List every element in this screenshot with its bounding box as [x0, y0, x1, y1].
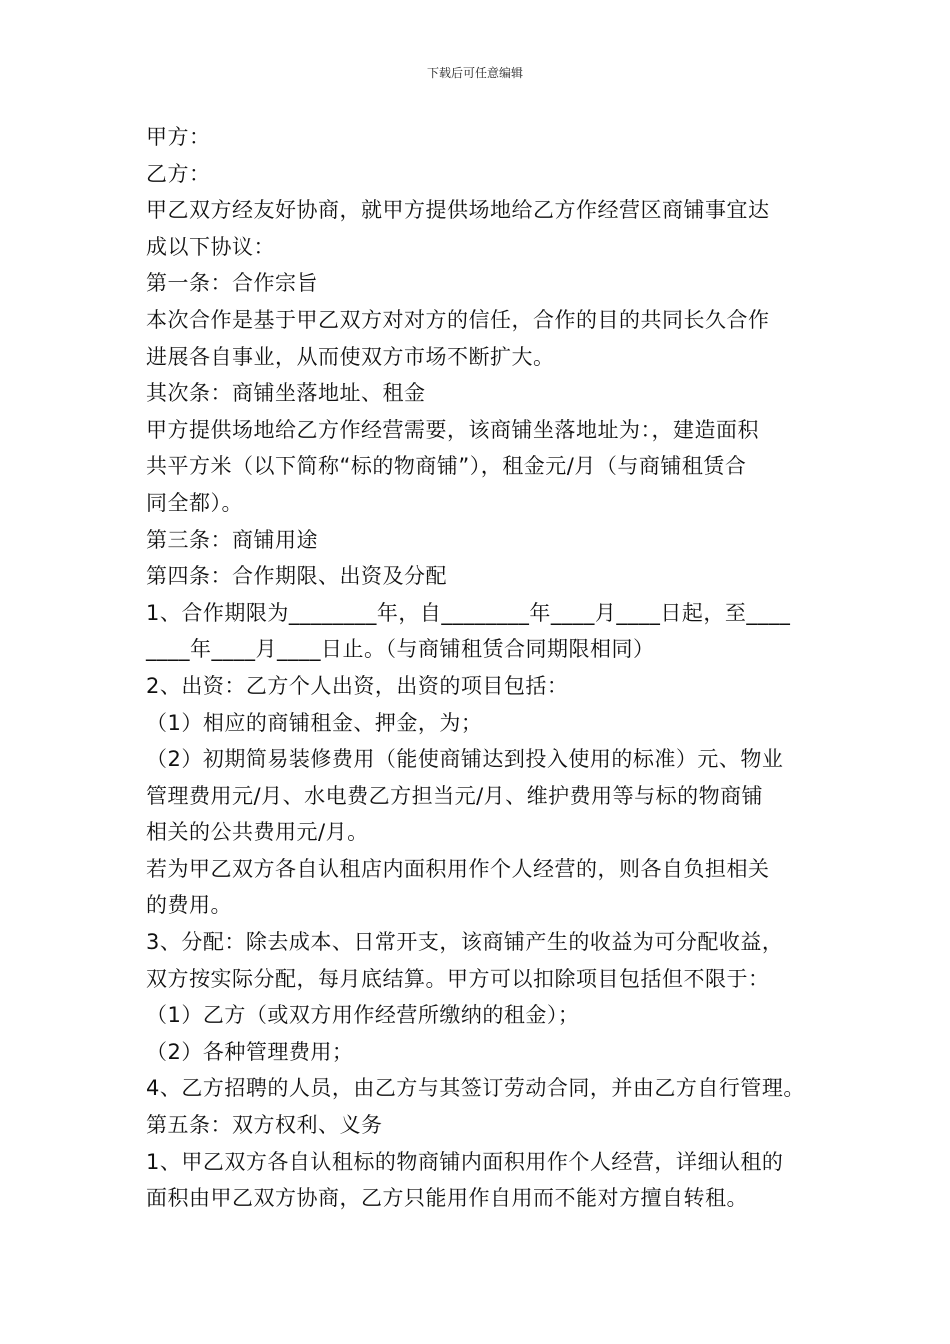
- investment-item-line: 相关的公共费用元/月。: [146, 820, 369, 845]
- article-1-heading: 第一条：合作宗旨: [146, 271, 318, 296]
- investment-item-line: （1）相应的商铺租金、押金，为；: [146, 710, 483, 735]
- rights-clause-line: 1、甲乙双方各自认租标的物商铺内面积用作个人经营，详细认租的: [146, 1149, 784, 1174]
- intro-paragraph-line: 甲乙双方经友好协商，就甲方提供场地给乙方作经营区商铺事宜达: [146, 198, 770, 223]
- page-header: 下载后可任意编辑: [426, 66, 523, 80]
- rights-clause-line: 面积由甲乙双方协商，乙方只能用作自用而不能对方擅自转租。: [146, 1186, 748, 1211]
- document-body: [146, 119, 818, 1217]
- investment-clause-line: 2、出资：乙方个人出资，出资的项目包括：: [146, 673, 569, 698]
- article-2-heading: 其次条：商铺坐落地址、租金: [146, 381, 426, 406]
- article-1-paragraph-line: 本次合作是基于甲乙双方对对方的信任，合作的目的共同长久合作: [146, 307, 770, 332]
- deduction-item-line: （1）乙方（或双方用作经营所缴纳的租金）；: [146, 1003, 580, 1028]
- article-3-heading: 第三条：商铺用途: [146, 527, 318, 552]
- intro-paragraph-line: 成以下协议：: [146, 234, 275, 259]
- term-clause-line: ____年____月____日止。（与商铺租赁合同期限相同）: [146, 637, 655, 662]
- individual-lease-line: 若为甲乙双方各自认租店内面积用作个人经营的，则各自负担相关: [146, 856, 770, 881]
- investment-item-line: （2）初期简易装修费用（能使商铺达到投入使用的标准）元、物业: [146, 747, 784, 772]
- distribution-clause-line: 3、分配：除去成本、日常开支，该商铺产生的收益为可分配收益，: [146, 930, 784, 955]
- article-4-heading: 第四条：合作期限、出资及分配: [146, 564, 447, 589]
- article-2-paragraph-line: 同全都）。: [146, 490, 243, 515]
- individual-lease-line: 的费用。: [146, 893, 232, 918]
- party-b-line: 乙方：: [146, 161, 211, 186]
- article-2-paragraph-line: 共平方米（以下简称“标的物商铺”），租金元/月（与商铺租赁合: [146, 454, 747, 479]
- distribution-clause-line: 双方按实际分配，每月底结算。甲方可以扣除项目包括但不限于：: [146, 966, 770, 991]
- term-clause-line: 1、合作期限为________年，自________年____月____日起，至____: [146, 600, 791, 625]
- article-2-paragraph-line: 甲方提供场地给乙方作经营需要，该商铺坐落地址为：，建造面积: [146, 417, 759, 442]
- article-5-heading: 第五条：双方权利、义务: [146, 1113, 383, 1138]
- deduction-item-line: （2）各种管理费用；: [146, 1039, 354, 1064]
- investment-item-line: 管理费用元/月、水电费乙方担当元/月、维护费用等与标的物商铺: [146, 783, 764, 808]
- staffing-clause-line: 4、乙方招聘的人员，由乙方与其签订劳动合同，并由乙方自行管理。: [146, 1076, 805, 1101]
- party-a-line: 甲方：: [146, 125, 211, 149]
- article-1-paragraph-line: 进展各自事业，从而使双方市场不断扩大。: [146, 344, 555, 369]
